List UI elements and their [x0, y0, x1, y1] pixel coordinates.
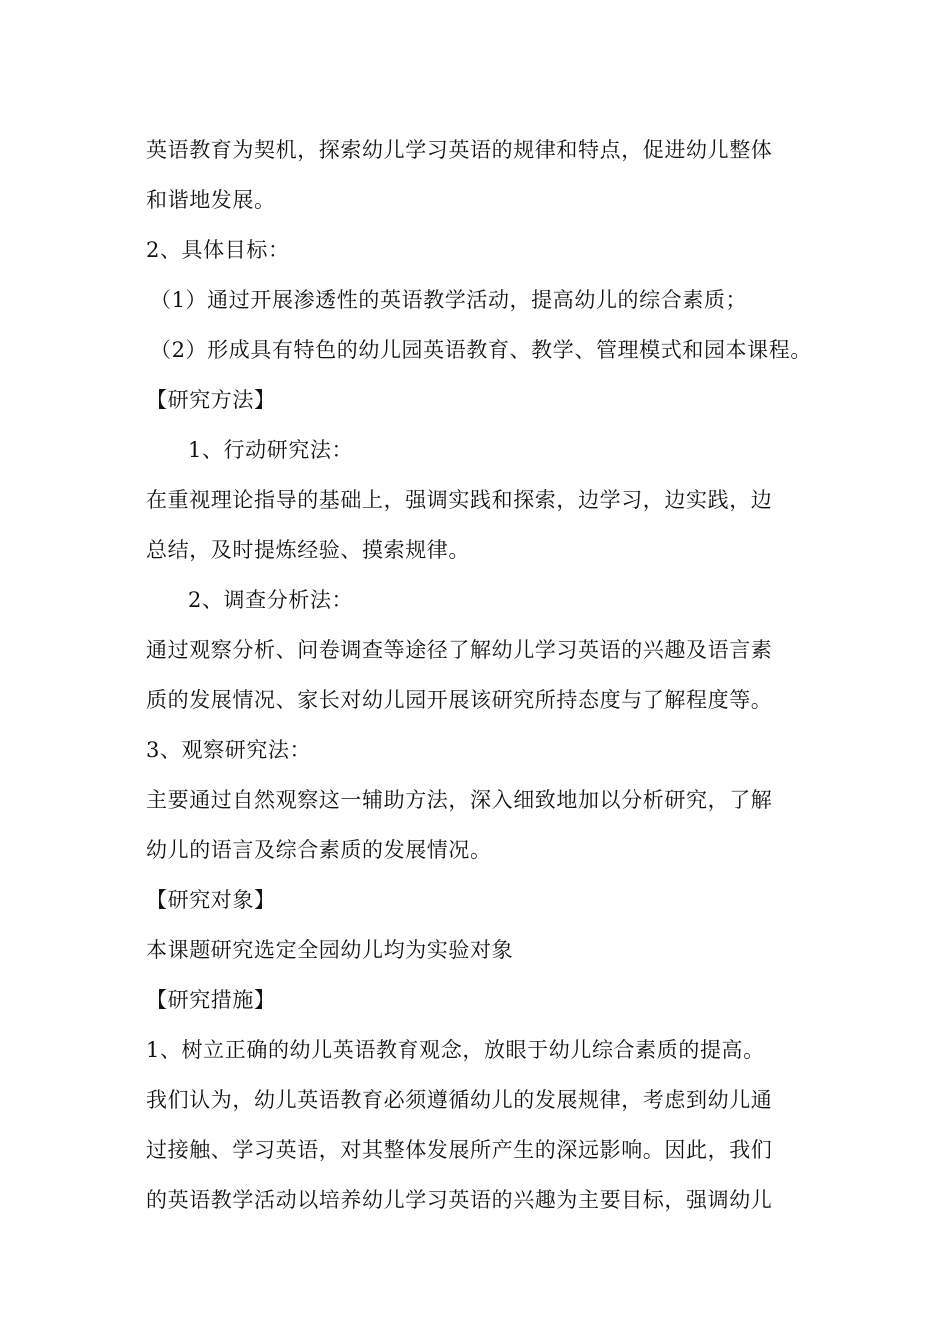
paragraph-line: 和谐地发展。 [146, 188, 276, 212]
paragraph-line: 本课题研究选定全园幼儿均为实验对象 [146, 938, 514, 962]
section-heading: 【研究对象】 [146, 888, 276, 912]
paragraph-line: 过接触、学习英语，对其整体发展所产生的深远影响。因此，我们 [146, 1138, 773, 1162]
list-item: （2）形成具有特色的幼儿园英语教育、教学、管理模式和园本课程。 [150, 338, 812, 362]
paragraph-line: 幼儿的语言及综合素质的发展情况。 [146, 838, 492, 862]
paragraph-line: 我们认为，幼儿英语教育必须遵循幼儿的发展规律，考虑到幼儿通 [146, 1088, 773, 1112]
list-item: （1）通过开展渗透性的英语教学活动，提高幼儿的综合素质； [150, 288, 748, 312]
subsection-heading: 1、行动研究法： [188, 438, 354, 462]
paragraph-line: 主要通过自然观察这一辅助方法，深入细致地加以分析研究，了解 [146, 788, 773, 812]
section-heading: 【研究措施】 [146, 988, 276, 1012]
paragraph-line: 通过观察分析、问卷调查等途径了解幼儿学习英语的兴趣及语言素 [146, 638, 773, 662]
subsection-heading: 1、树立正确的幼儿英语教育观念，放眼于幼儿综合素质的提高。 [146, 1038, 765, 1062]
paragraph-line: 英语教育为契机，探索幼儿学习英语的规律和特点，促进幼儿整体 [146, 138, 773, 162]
paragraph-line: 在重视理论指导的基础上，强调实践和探索，边学习，边实践，边 [146, 488, 773, 512]
paragraph-line: 总结，及时提炼经验、摸索规律。 [146, 538, 470, 562]
subsection-heading: 3、观察研究法： [146, 738, 312, 762]
section-heading: 2、具体目标： [146, 238, 290, 262]
subsection-heading: 2、调查分析法： [188, 588, 354, 612]
paragraph-line: 质的发展情况、家长对幼儿园开展该研究所持态度与了解程度等。 [146, 688, 773, 712]
section-heading: 【研究方法】 [146, 388, 276, 412]
paragraph-line: 的英语教学活动以培养幼儿学习英语的兴趣为主要目标，强调幼儿 [146, 1188, 773, 1212]
